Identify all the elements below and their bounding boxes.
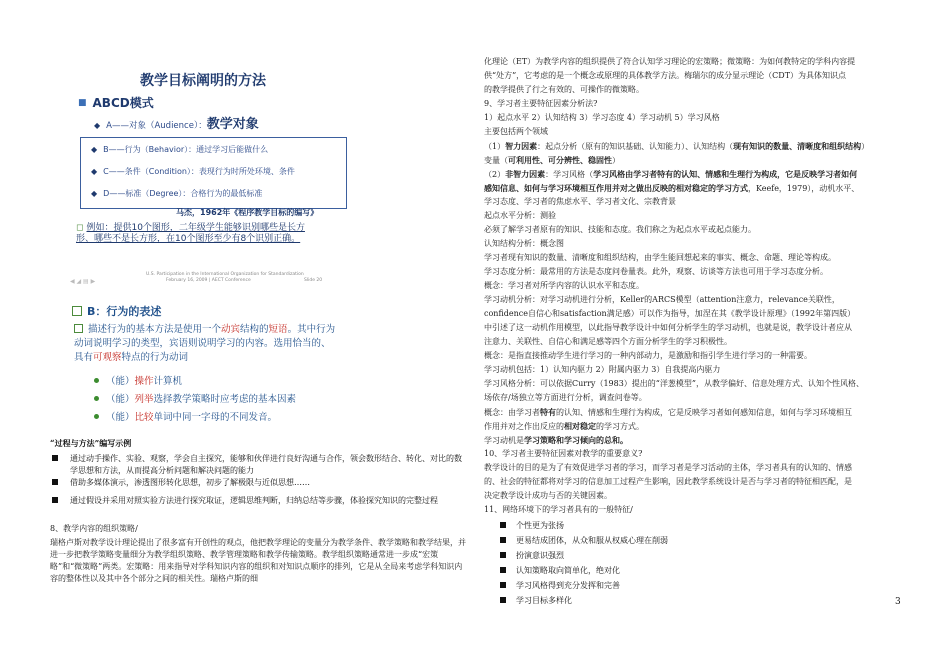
square-bullet-icon [500, 552, 506, 558]
slide2-title [72, 303, 161, 319]
audience-line [94, 113, 259, 132]
verb-example-1 [94, 373, 182, 387]
variables-line [484, 154, 904, 167]
example-body: 例如：提供10个图形，二年级学生能够识别哪些是长方形、哪些不是长方形，在10个图形至少有8个识别正确。 [76, 223, 305, 244]
right-line: 供“处方”，它考虑的是一个概念或原理的具体教学方法。梅瑞尔的成分显示理论（CDT）为具体知识点 [484, 71, 847, 80]
verb-highlight: 操作 [134, 376, 154, 387]
slide-abcd-model [60, 60, 420, 285]
left-bullet-text: 通过动手操作、实验、观察，学会自主探究，能够和伙伴进行良好沟通与合作，领会数形结合、转化、对比的数学思想和方法，从而提高分析问题和解决问题的能力 [70, 454, 462, 475]
verb-prefix: （能） [106, 376, 135, 387]
right-line: 化理论（ET）为教学内容的组织提供了符合认知学习理论的宏策略；微策略：为如何教特定的学科内容提 [484, 57, 856, 66]
question-9-heading: 9、学习者主要特征因素分析法? [484, 99, 598, 108]
seg-bold: 学习风格由学习者特有的认知、情感和生理行为构成，它是反映学习者如何 [593, 169, 858, 179]
seg-bold: 学习策略和学习倾向的总和。 [524, 435, 628, 445]
seg-bold: 相对稳定 [564, 421, 596, 431]
question-11-heading: 11、网络环境下的学习者具有的一般特征/ [484, 505, 633, 514]
left-bullet-text: 通过假设并采用对照实验方法进行探究取证，逻辑思维判断，归纳总结等步骤，体验探究知识的完整过程 [70, 496, 438, 505]
right-line: 学习动机包括：1）认知内驱力 2）附属内驱力 3）自我提高内驱力 [484, 365, 721, 374]
condition-line [91, 166, 295, 177]
right-line: 的、社会的特征都将对学习的信息加工过程产生影响，因此教学系统设计是否与学习者的特征相匹配，是 [484, 477, 852, 486]
dot-bullet-icon [94, 414, 99, 419]
trait-text: 个性更为张扬 [516, 521, 564, 530]
seg: ） [861, 142, 870, 151]
left-bullet-3 [52, 495, 462, 507]
square-bullet-icon [52, 455, 58, 461]
diamond-bullet-icon: ◆ [91, 145, 98, 154]
desc-part: 特点的行为动词 [121, 352, 189, 363]
square-bullet-icon [500, 582, 506, 588]
question-8-heading: 8、教学内容的组织策略/ [50, 524, 138, 533]
behavior-description [74, 323, 339, 365]
learning-style-concept [484, 406, 904, 419]
right-line: 认知结构分析：概念图 [484, 239, 564, 248]
seg: 概念：由学习者 [484, 408, 540, 417]
process-method-title: “过程与方法”编写示例 [50, 438, 132, 448]
right-line: 的教学提供了行之有效的、可操作的微策略。 [484, 85, 644, 94]
square-bullet-icon [52, 497, 58, 503]
network-trait-4 [500, 565, 620, 577]
learning-style-concept-2 [484, 420, 904, 433]
left-bullet-2 [52, 477, 462, 489]
audience-label: A——对象（Audience）： [106, 121, 207, 131]
footer-line-2: February 16, 2009 | AECT Conference [166, 278, 251, 283]
seg: ，Keefe，1979），动机水平、 [748, 184, 860, 193]
motivation-summary [484, 434, 904, 447]
right-line: 学习动机分析：对学习动机进行分析，Keller的ARCS模型（attention注意力，relevance关联性， [484, 295, 840, 304]
right-line: 学习态度分析：最常用的方法是态度问卷量表。此外，观察、访谈等方法也可用于学习态度分析。 [484, 267, 828, 276]
network-trait-2 [500, 535, 668, 547]
dot-bullet-icon [94, 378, 99, 383]
right-line: 场依存/场独立等方面进行分析，调查问卷等。 [484, 393, 647, 402]
abcd-heading: ■ ABCD模式 [78, 94, 154, 111]
trait-text: 学习风格得到充分发挥和完善 [516, 581, 620, 590]
verb-example-3 [94, 409, 277, 423]
seg: 作用并对之作出反应的 [484, 422, 564, 431]
diamond-bullet-icon: ◆ [94, 121, 101, 130]
dot-bullet-icon [94, 396, 99, 401]
square-bullet-icon [500, 537, 506, 543]
seg-bold: 感知信息、如何与学习环境相互作用并对之做出反映的相对稳定的学习方式 [484, 183, 748, 193]
behavior-line [91, 144, 268, 155]
right-line: 决定教学设计成功与否的关键因素。 [484, 491, 612, 500]
network-trait-1 [500, 520, 564, 532]
square-bullet-icon [74, 324, 83, 333]
right-line: 中引述了这一动机作用模型，以此指导教学设计中如何分析学生的学习动机，也就是说，教学设计者应从 [484, 323, 852, 332]
network-trait-6 [500, 595, 572, 607]
trait-text: 更易结成团体，从众和服从权威心理在削弱 [516, 536, 668, 545]
trait-text: 扮演意识强烈 [516, 551, 564, 560]
diamond-bullet-icon: ◆ [91, 167, 98, 176]
right-line: 起点水平分析：测验 [484, 211, 556, 220]
left-bullet-1 [52, 453, 462, 477]
seg: ：学习风格（ [545, 170, 594, 179]
square-bullet-icon [52, 479, 58, 485]
seg: ） [612, 156, 620, 165]
right-line: 概念：是指直接推动学生进行学习的一种内部动力，是激励和指引学生进行学习的一种需要。 [484, 351, 812, 360]
bcd-box [80, 137, 347, 209]
seg-bold: 现有知识的数量、清晰度和组织结构 [733, 141, 862, 151]
behavior-text: B——行为（Behavior）：通过学习后能做什么 [103, 145, 269, 154]
desc-highlight: 可观察 [93, 352, 122, 363]
seg: （1） [484, 142, 506, 151]
example-text [76, 223, 306, 245]
verb-highlight: 比较 [134, 412, 154, 423]
desc-part: 结构的 [240, 324, 269, 335]
condition-text: C——条件（Condition）：表现行为时所处环境、条件 [103, 167, 295, 176]
verb-example-2 [94, 391, 296, 405]
seg-bold: 智力因素 [505, 141, 538, 151]
author-citation: 马杰，1962年《程序教学目标的编写》 [176, 208, 319, 217]
right-line: 学习风格分析：可以依据Curry（1983）提出的“洋葱模型”，从教学偏好、信息处理方式、认知个性风格、 [484, 379, 864, 388]
diamond-bullet-icon: ◆ [91, 189, 98, 198]
slide-number: Slide 20 [304, 278, 323, 283]
seg: （2） [484, 170, 506, 179]
verb-object: 单词中同一字母的不同发音。 [153, 412, 278, 423]
right-line: 教学设计的目的是为了有效促进学习者的学习，而学习者是学习活动的主体，学习者具有的认知的、情感 [484, 463, 852, 472]
network-trait-5 [500, 580, 620, 592]
seg-bold: 特有 [540, 407, 556, 417]
page-number: 3 [895, 597, 901, 607]
trait-text: 认知策略取向简单化，绝对化 [516, 566, 620, 575]
square-bullet-icon [500, 597, 506, 603]
right-line: 主要包括两个领域 [484, 127, 548, 136]
right-line: confidence自信心和satisfaction满足感）可以作为指导，加涅在其《教学设计原理》（1992年第四版） [484, 309, 856, 318]
desc-highlight: 短语 [268, 324, 288, 335]
slide-footer [146, 272, 304, 284]
desc-part: 。其中行为动词说明学习的类型，宾语则说明学习的内容。选用恰当的、具有 [74, 324, 336, 363]
desc-highlight: 动宾 [221, 324, 241, 335]
slide-behavior [60, 295, 420, 435]
verb-prefix: （能） [106, 394, 135, 405]
slide-title: 教学目标阐明的方法 [140, 73, 266, 89]
right-line: 1）起点水平 2）认知结构 3）学习态度 4）学习动机 5）学习风格 [484, 113, 720, 122]
slide-nav-icons: ◀ ◢ ▤ ▶ [70, 278, 96, 285]
degree-text: D——标准（Degree）：合格行为的最低标准 [103, 189, 263, 198]
right-line: 学习者现有知识的数量、清晰度和组织结构，由学生能回想起来的事实、概念、命题、理论等构成。 [484, 253, 836, 262]
right-line: 注意力、关联性、自信心和满足感等四个方面分析学生的学习积极性。 [484, 337, 732, 346]
checkbox-bullet-icon: ◻ [76, 223, 84, 233]
verb-prefix: （能） [106, 412, 135, 423]
seg: 的认知、情感和生理行为构成，它是反映学习者如何感知信息，如何与学习环境相互 [556, 408, 852, 417]
seg-bold: 可利用性、可分辨性、稳固性 [508, 155, 612, 165]
square-bullet-icon [500, 567, 506, 573]
slide2-title-text: B：行为的表述 [87, 305, 162, 318]
question-8-body: 瑞格卢斯对教学设计理论提出了很多富有开创性的观点，他把教学理论的变量分为教学条件、教学策略和教学结果，并进一步把教学策略变量细分为教学组织策略、教学管理策略和教学传输策略。教学组织策略通常进一步成“宏策略”和“微策略”两类。宏策略：用来指导对学科知识内容的组织和对知识点顺序的排列，它是从全局来考虑学科知识内容的整体性以及其中各个部分之间的相关性。瑞格卢斯的细 [50, 538, 466, 583]
question-10-heading: 10、学习者主要特征因素对教学的重要意义? [484, 449, 643, 458]
learning-style-line [484, 182, 904, 195]
left-bullet-text: 借助多媒体演示，渗透图形转化思想，初步了解极限与近似思想…… [70, 478, 310, 487]
intellectual-factors [484, 140, 904, 153]
right-line: 必须了解学习者原有的知识、技能和态度。我们称之为起点水平或起点能力。 [484, 225, 756, 234]
footer-line-1: U.S. Participation in the International Organization for Standardization [146, 272, 304, 277]
trait-text: 学习目标多样化 [516, 596, 572, 605]
right-line: 概念：学习者对所学内容的认识水平和态度。 [484, 281, 644, 290]
seg: ：起点分析（原有的知识基础、认知能力）、认知结构（ [537, 142, 734, 151]
degree-line [91, 188, 262, 199]
square-bullet-icon [72, 306, 82, 316]
square-bullet-icon [500, 522, 506, 528]
seg: 学习动机是 [484, 436, 524, 445]
seg: 变量（ [484, 156, 508, 165]
verb-highlight: 列举 [134, 394, 154, 405]
nonintellectual-factors [484, 168, 904, 181]
verb-object: 选择教学策略时应考虑的基本因素 [153, 394, 297, 405]
right-line: 学习态度、学习者的焦虑水平、学习者文化、宗教背景 [484, 197, 676, 206]
seg-bold: 非智力因素 [505, 169, 546, 179]
audience-emphasis: 教学对象 [206, 117, 259, 132]
verb-object: 计算机 [153, 376, 183, 387]
seg: 的学习方式。 [596, 422, 644, 431]
desc-part: 描述行为的基本方法是使用一个 [88, 324, 222, 335]
network-trait-3 [500, 550, 564, 562]
